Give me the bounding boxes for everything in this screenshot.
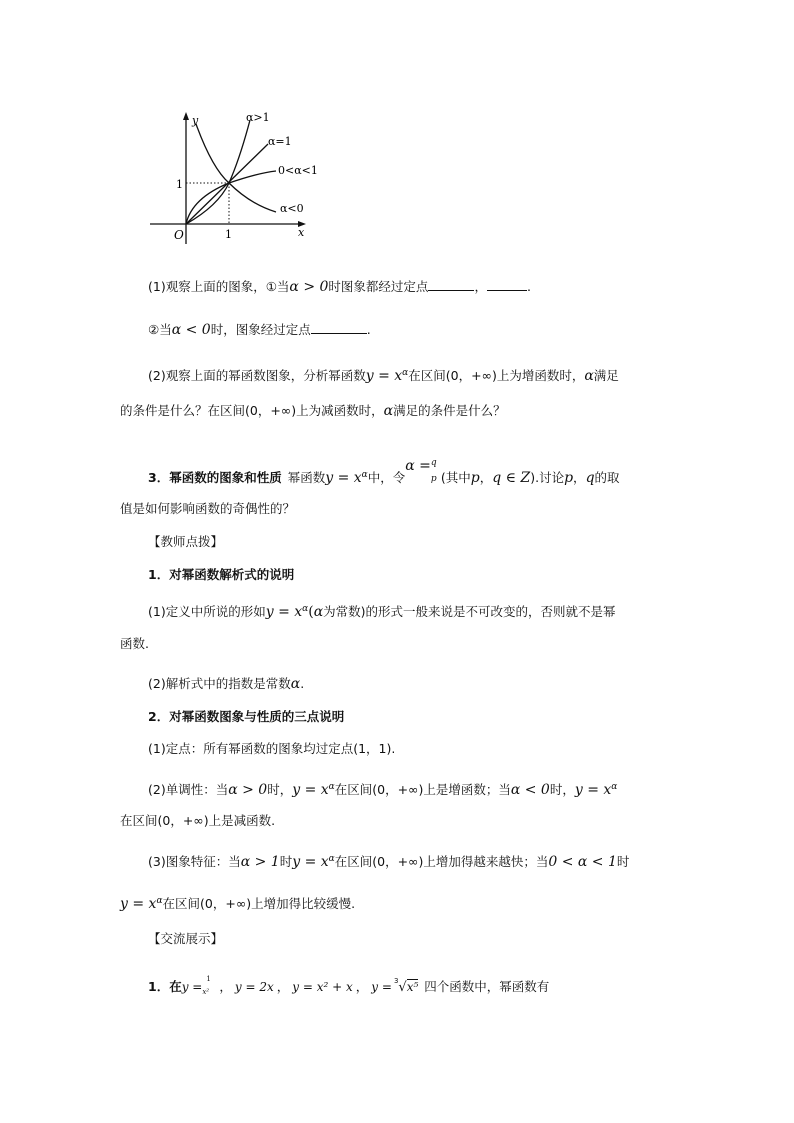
teacher-point-1a-line-1: (1)定义中所说的形如$y = x^\alpha(\alpha$为常数)的形式一般来说是不可改变的，否则就不是幂	[148, 604, 616, 621]
radical-sign: √	[398, 980, 407, 995]
q2-line-2: 的条件是什么？在区间(0，+∞)上为减函数时，α满足的条件是什么？	[120, 403, 506, 419]
answer-blank-1[interactable]	[428, 278, 474, 291]
teacher-point-2c-line-1: (3)图象特征：当α > 1时$y = x^\alpha$在区间(0，+∞)上增加得越来越快；当0 < α < 1时	[148, 854, 630, 871]
q1-line-a: (1)观察上面的图象，①当α > 0时图象都经过定点 ， .	[148, 279, 531, 295]
power-function-graph	[0, 0, 794, 260]
q2-line-1: (2)观察上面的幂函数图象，分析幂函数$y = x^\alpha$在区间(0，+∞)上为增函数时，α满足	[148, 368, 619, 385]
tick-y-1: 1	[176, 178, 183, 191]
fraction-q-over-p: q p	[430, 458, 437, 485]
curve-label-alpha-gt-1: α>1	[246, 111, 270, 124]
teacher-heading: 【教师点拨】	[148, 534, 224, 549]
fraction-1-over-x2: 1 x²	[202, 975, 211, 996]
curve-label-alpha-lt-0: α<0	[280, 202, 304, 215]
curve-label-alpha-eq-1: α=1	[268, 135, 292, 148]
x-axis-label: x	[298, 226, 305, 239]
q1-line-b: ②当α < 0时，图象经过定点 .	[148, 322, 371, 338]
origin-label: O	[174, 228, 184, 242]
exchange-heading: 【交流展示】	[148, 931, 224, 946]
section-3-title: 3．幂函数的图象和性质	[148, 470, 282, 486]
radicand: x⁵	[406, 980, 419, 994]
teacher-point-1a-line-2: 函数.	[120, 636, 149, 651]
curve-alpha-lt-0	[196, 124, 276, 212]
y-axis-label: y	[192, 114, 199, 127]
cube-root-index: 3	[393, 977, 399, 985]
section-3-line-1: 3．幂函数的图象和性质 幂函数$y = x^\alpha$中，令α = q p (其中p，q ∈ Z).讨论p，q的取	[148, 458, 620, 487]
teacher-point-1b: (2)解析式中的指数是常数α.	[148, 676, 305, 692]
curve-alpha-gt-1	[186, 120, 250, 224]
teacher-point-2b-line-1: (2)单调性：当α > 0时，$y = x^\alpha$在区间(0，+∞)上是增函数；当α < 0时，$y = x^\alpha$	[148, 782, 618, 799]
curve-label-alpha-between: 0<α<1	[278, 164, 318, 177]
teacher-point-2-title: 2．对幂函数图象与性质的三点说明	[148, 709, 345, 724]
teacher-point-2a: (1)定点：所有幂函数的图象均过定点(1，1).	[148, 741, 396, 756]
answer-blank-3[interactable]	[311, 321, 367, 334]
tick-x-1: 1	[225, 228, 232, 241]
teacher-point-2c-line-2: $y = x^\alpha$在区间(0，+∞)上增加得比较缓慢.	[120, 896, 356, 913]
exchange-question-1: 1．在y = 1 x² ， y = 2x ， y = x² + x ， y = $^3$√x⁵ 四个函数中，幂函数有	[148, 975, 550, 996]
section-3-line-2: 值是如何影响函数的奇偶性的？	[120, 501, 296, 516]
teacher-point-1-title: 1．对幂函数解析式的说明	[148, 567, 295, 582]
answer-blank-2[interactable]	[487, 278, 527, 291]
teacher-point-2b-line-2: 在区间(0，+∞)上是减函数.	[120, 813, 276, 828]
